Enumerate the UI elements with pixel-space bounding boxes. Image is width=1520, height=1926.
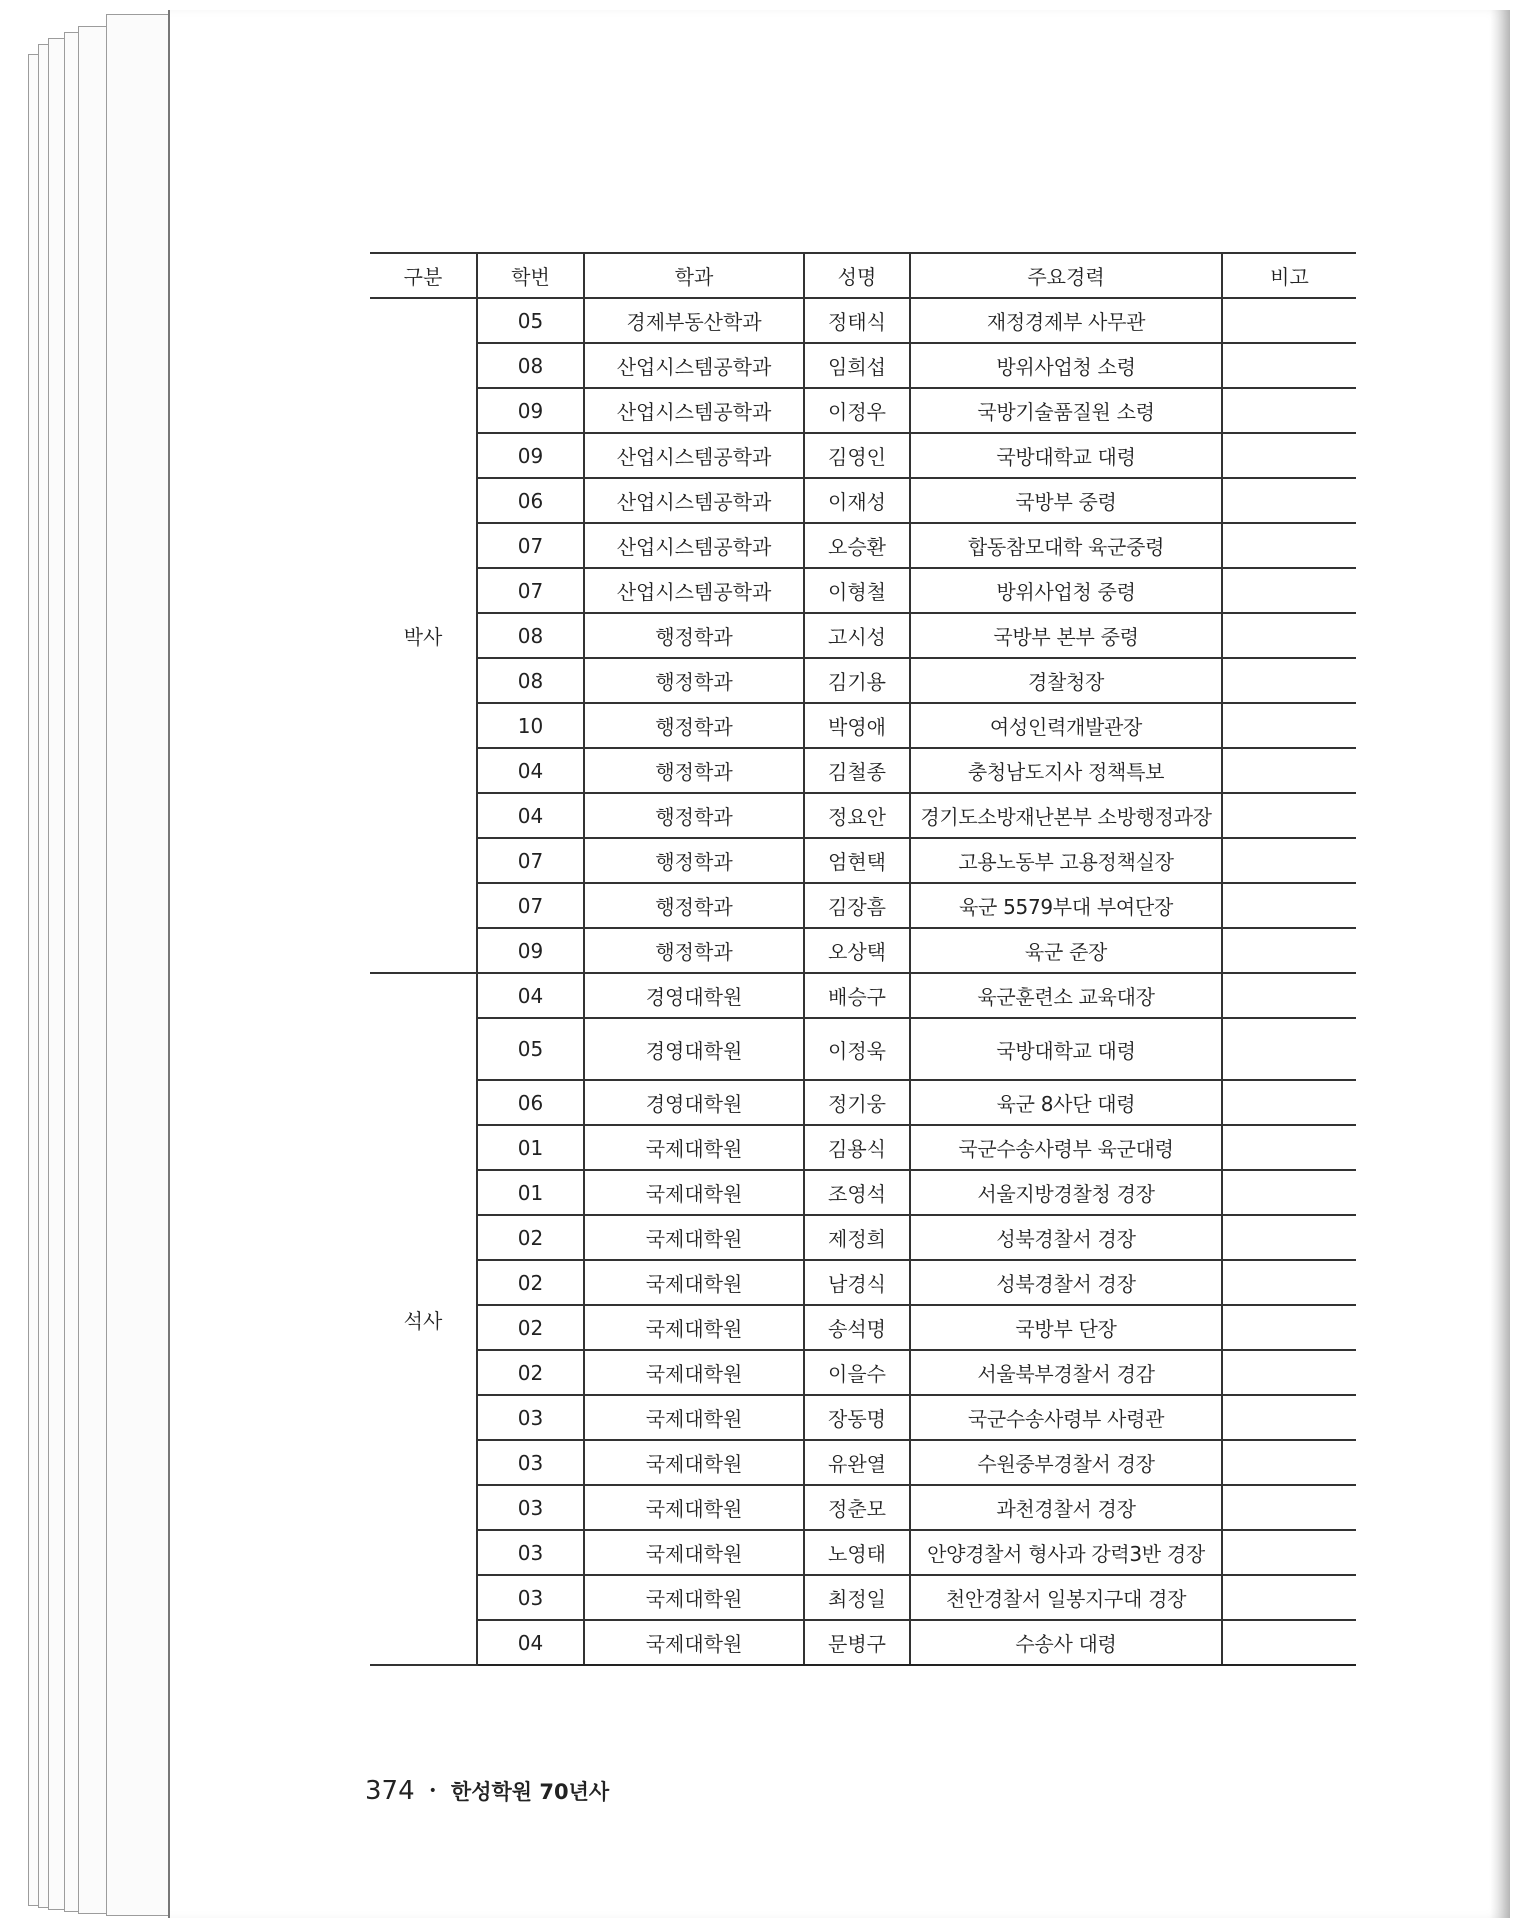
name-cell: 배승구 <box>804 973 910 1018</box>
remarks-cell <box>1222 1260 1356 1305</box>
name-cell: 제정희 <box>804 1215 910 1260</box>
name-cell: 김기용 <box>804 658 910 703</box>
remarks-cell <box>1222 658 1356 703</box>
career-cell: 서울북부경찰서 경감 <box>910 1350 1222 1395</box>
department-cell: 국제대학원 <box>584 1440 804 1485</box>
table-row <box>370 568 1356 613</box>
student-year-cell: 03 <box>477 1440 584 1485</box>
remarks-cell <box>1222 1530 1356 1575</box>
career-cell: 방위사업청 중령 <box>910 568 1222 613</box>
name-cell: 남경식 <box>804 1260 910 1305</box>
name-cell: 김용식 <box>804 1125 910 1170</box>
column-header: 성명 <box>804 253 910 298</box>
student-year-cell: 04 <box>477 793 584 838</box>
name-cell: 장동명 <box>804 1395 910 1440</box>
student-year-cell: 07 <box>477 838 584 883</box>
department-cell: 행정학과 <box>584 883 804 928</box>
table-row <box>370 1080 1356 1125</box>
column-header: 구분 <box>370 253 477 298</box>
career-cell: 경기도소방재난본부 소방행정과장 <box>910 793 1222 838</box>
career-cell: 육군 준장 <box>910 928 1222 973</box>
table-row <box>370 613 1356 658</box>
table-row <box>370 1305 1356 1350</box>
table-row <box>370 883 1356 928</box>
student-year-cell: 07 <box>477 568 584 613</box>
degree-group-label: 석사 <box>370 973 477 1665</box>
student-year-cell: 07 <box>477 883 584 928</box>
remarks-cell <box>1222 478 1356 523</box>
remarks-cell <box>1222 568 1356 613</box>
remarks-cell <box>1222 1125 1356 1170</box>
header-row <box>370 253 1356 298</box>
remarks-cell <box>1222 1305 1356 1350</box>
table-row <box>370 1215 1356 1260</box>
department-cell: 국제대학원 <box>584 1350 804 1395</box>
name-cell: 정태식 <box>804 298 910 343</box>
department-cell: 국제대학원 <box>584 1530 804 1575</box>
career-cell: 국방부 단장 <box>910 1305 1222 1350</box>
table-header <box>370 253 1356 298</box>
remarks-cell <box>1222 388 1356 433</box>
student-year-cell: 01 <box>477 1125 584 1170</box>
department-cell: 산업시스템공학과 <box>584 343 804 388</box>
department-cell: 경영대학원 <box>584 973 804 1018</box>
remarks-cell <box>1222 1395 1356 1440</box>
career-cell: 안양경찰서 형사과 강력3반 경장 <box>910 1530 1222 1575</box>
name-cell: 이재성 <box>804 478 910 523</box>
student-year-cell: 06 <box>477 1080 584 1125</box>
name-cell: 최정일 <box>804 1575 910 1620</box>
student-year-cell: 03 <box>477 1485 584 1530</box>
department-cell: 국제대학원 <box>584 1125 804 1170</box>
table-row <box>370 343 1356 388</box>
name-cell: 이정우 <box>804 388 910 433</box>
student-year-cell: 03 <box>477 1530 584 1575</box>
table-row <box>370 793 1356 838</box>
remarks-cell <box>1222 928 1356 973</box>
career-cell: 국방부 중령 <box>910 478 1222 523</box>
department-cell: 행정학과 <box>584 748 804 793</box>
career-cell: 국방대학교 대령 <box>910 1018 1222 1080</box>
student-year-cell: 06 <box>477 478 584 523</box>
career-cell: 국방부 본부 중령 <box>910 613 1222 658</box>
name-cell: 문병구 <box>804 1620 910 1665</box>
name-cell: 오승환 <box>804 523 910 568</box>
degree-group-label: 박사 <box>370 298 477 973</box>
name-cell: 박영애 <box>804 703 910 748</box>
department-cell: 국제대학원 <box>584 1305 804 1350</box>
table-row <box>370 1125 1356 1170</box>
name-cell: 임희섭 <box>804 343 910 388</box>
student-year-cell: 07 <box>477 523 584 568</box>
remarks-cell <box>1222 343 1356 388</box>
table-row <box>370 1018 1356 1080</box>
department-cell: 국제대학원 <box>584 1485 804 1530</box>
book-page <box>168 10 1510 1918</box>
table-row <box>370 388 1356 433</box>
name-cell: 엄현택 <box>804 838 910 883</box>
department-cell: 국제대학원 <box>584 1395 804 1440</box>
book-title: 한성학원 70년사 <box>450 1780 610 1804</box>
career-cell: 수송사 대령 <box>910 1620 1222 1665</box>
remarks-cell <box>1222 1350 1356 1395</box>
student-year-cell: 02 <box>477 1350 584 1395</box>
table-row <box>370 433 1356 478</box>
name-cell: 송석명 <box>804 1305 910 1350</box>
remarks-cell <box>1222 793 1356 838</box>
student-year-cell: 03 <box>477 1575 584 1620</box>
department-cell: 행정학과 <box>584 793 804 838</box>
table-row <box>370 1485 1356 1530</box>
department-cell: 국제대학원 <box>584 1170 804 1215</box>
remarks-cell <box>1222 298 1356 343</box>
table-row <box>370 838 1356 883</box>
table-row <box>370 523 1356 568</box>
student-year-cell: 09 <box>477 433 584 478</box>
name-cell: 이정욱 <box>804 1018 910 1080</box>
name-cell: 노영태 <box>804 1530 910 1575</box>
page-edge-shadow <box>1490 10 1510 1918</box>
table-row <box>370 1440 1356 1485</box>
department-cell: 국제대학원 <box>584 1620 804 1665</box>
career-cell: 충청남도지사 정책특보 <box>910 748 1222 793</box>
student-year-cell: 02 <box>477 1305 584 1350</box>
department-cell: 국제대학원 <box>584 1215 804 1260</box>
remarks-cell <box>1222 433 1356 478</box>
career-cell: 국군수송사령부 육군대령 <box>910 1125 1222 1170</box>
department-cell: 행정학과 <box>584 613 804 658</box>
table-row <box>370 1260 1356 1305</box>
name-cell: 김철종 <box>804 748 910 793</box>
career-cell: 성북경찰서 경장 <box>910 1260 1222 1305</box>
name-cell: 유완열 <box>804 1440 910 1485</box>
page-footer <box>365 1776 609 1806</box>
career-cell: 육군 8사단 대령 <box>910 1080 1222 1125</box>
table-row <box>370 1530 1356 1575</box>
student-year-cell: 02 <box>477 1215 584 1260</box>
table-row <box>370 1395 1356 1440</box>
department-cell: 행정학과 <box>584 838 804 883</box>
career-cell: 여성인력개발관장 <box>910 703 1222 748</box>
table-row <box>370 748 1356 793</box>
remarks-cell <box>1222 1575 1356 1620</box>
student-year-cell: 05 <box>477 1018 584 1080</box>
alumni-table <box>370 252 1356 1666</box>
career-cell: 육군 5579부대 부여단장 <box>910 883 1222 928</box>
remarks-cell <box>1222 1620 1356 1665</box>
remarks-cell <box>1222 838 1356 883</box>
name-cell: 고시성 <box>804 613 910 658</box>
table-row <box>370 703 1356 748</box>
student-year-cell: 05 <box>477 298 584 343</box>
table-body <box>370 298 1356 1665</box>
table-row <box>370 1575 1356 1620</box>
remarks-cell <box>1222 973 1356 1018</box>
table-row <box>370 478 1356 523</box>
name-cell: 이형철 <box>804 568 910 613</box>
department-cell: 경영대학원 <box>584 1018 804 1080</box>
student-year-cell: 08 <box>477 613 584 658</box>
column-header: 주요경력 <box>910 253 1222 298</box>
name-cell: 김장흠 <box>804 883 910 928</box>
table-row <box>370 1350 1356 1395</box>
student-year-cell: 09 <box>477 388 584 433</box>
remarks-cell <box>1222 748 1356 793</box>
department-cell: 산업시스템공학과 <box>584 388 804 433</box>
student-year-cell: 04 <box>477 973 584 1018</box>
career-cell: 천안경찰서 일봉지구대 경장 <box>910 1575 1222 1620</box>
student-year-cell: 02 <box>477 1260 584 1305</box>
remarks-cell <box>1222 1170 1356 1215</box>
department-cell: 산업시스템공학과 <box>584 523 804 568</box>
table-row <box>370 928 1356 973</box>
column-header: 학과 <box>584 253 804 298</box>
department-cell: 산업시스템공학과 <box>584 433 804 478</box>
name-cell: 김영인 <box>804 433 910 478</box>
department-cell: 산업시스템공학과 <box>584 568 804 613</box>
footer-bullet: • <box>428 1783 437 1799</box>
student-year-cell: 01 <box>477 1170 584 1215</box>
remarks-cell <box>1222 1485 1356 1530</box>
remarks-cell <box>1222 1018 1356 1080</box>
career-cell: 고용노동부 고용정책실장 <box>910 838 1222 883</box>
student-year-cell: 04 <box>477 1620 584 1665</box>
department-cell: 국제대학원 <box>584 1575 804 1620</box>
remarks-cell <box>1222 703 1356 748</box>
career-cell: 서울지방경찰청 경장 <box>910 1170 1222 1215</box>
career-cell: 합동참모대학 육군중령 <box>910 523 1222 568</box>
column-header: 비고 <box>1222 253 1356 298</box>
career-cell: 성북경찰서 경장 <box>910 1215 1222 1260</box>
career-cell: 재정경제부 사무관 <box>910 298 1222 343</box>
career-cell: 국방대학교 대령 <box>910 433 1222 478</box>
career-cell: 과천경찰서 경장 <box>910 1485 1222 1530</box>
name-cell: 정춘모 <box>804 1485 910 1530</box>
student-year-cell: 04 <box>477 748 584 793</box>
department-cell: 국제대학원 <box>584 1260 804 1305</box>
department-cell: 행정학과 <box>584 658 804 703</box>
name-cell: 오상택 <box>804 928 910 973</box>
remarks-cell <box>1222 883 1356 928</box>
student-year-cell: 10 <box>477 703 584 748</box>
name-cell: 조영석 <box>804 1170 910 1215</box>
page-number: 374 <box>365 1776 415 1806</box>
career-cell: 국방기술품질원 소령 <box>910 388 1222 433</box>
career-cell: 경찰청장 <box>910 658 1222 703</box>
career-cell: 수원중부경찰서 경장 <box>910 1440 1222 1485</box>
career-cell: 육군훈련소 교육대장 <box>910 973 1222 1018</box>
student-year-cell: 08 <box>477 343 584 388</box>
student-year-cell: 08 <box>477 658 584 703</box>
remarks-cell <box>1222 1080 1356 1125</box>
name-cell: 정요안 <box>804 793 910 838</box>
department-cell: 행정학과 <box>584 703 804 748</box>
table-row <box>370 973 1356 1018</box>
remarks-cell <box>1222 613 1356 658</box>
student-year-cell: 03 <box>477 1395 584 1440</box>
table-row <box>370 298 1356 343</box>
remarks-cell <box>1222 1215 1356 1260</box>
column-header: 학번 <box>477 253 584 298</box>
department-cell: 산업시스템공학과 <box>584 478 804 523</box>
table-row <box>370 1170 1356 1215</box>
department-cell: 경제부동산학과 <box>584 298 804 343</box>
table-row <box>370 1620 1356 1665</box>
department-cell: 경영대학원 <box>584 1080 804 1125</box>
name-cell: 정기웅 <box>804 1080 910 1125</box>
remarks-cell <box>1222 523 1356 568</box>
table-row <box>370 658 1356 703</box>
career-cell: 방위사업청 소령 <box>910 343 1222 388</box>
career-cell: 국군수송사령부 사령관 <box>910 1395 1222 1440</box>
name-cell: 이을수 <box>804 1350 910 1395</box>
page-stack <box>28 10 1508 1918</box>
department-cell: 행정학과 <box>584 928 804 973</box>
remarks-cell <box>1222 1440 1356 1485</box>
student-year-cell: 09 <box>477 928 584 973</box>
